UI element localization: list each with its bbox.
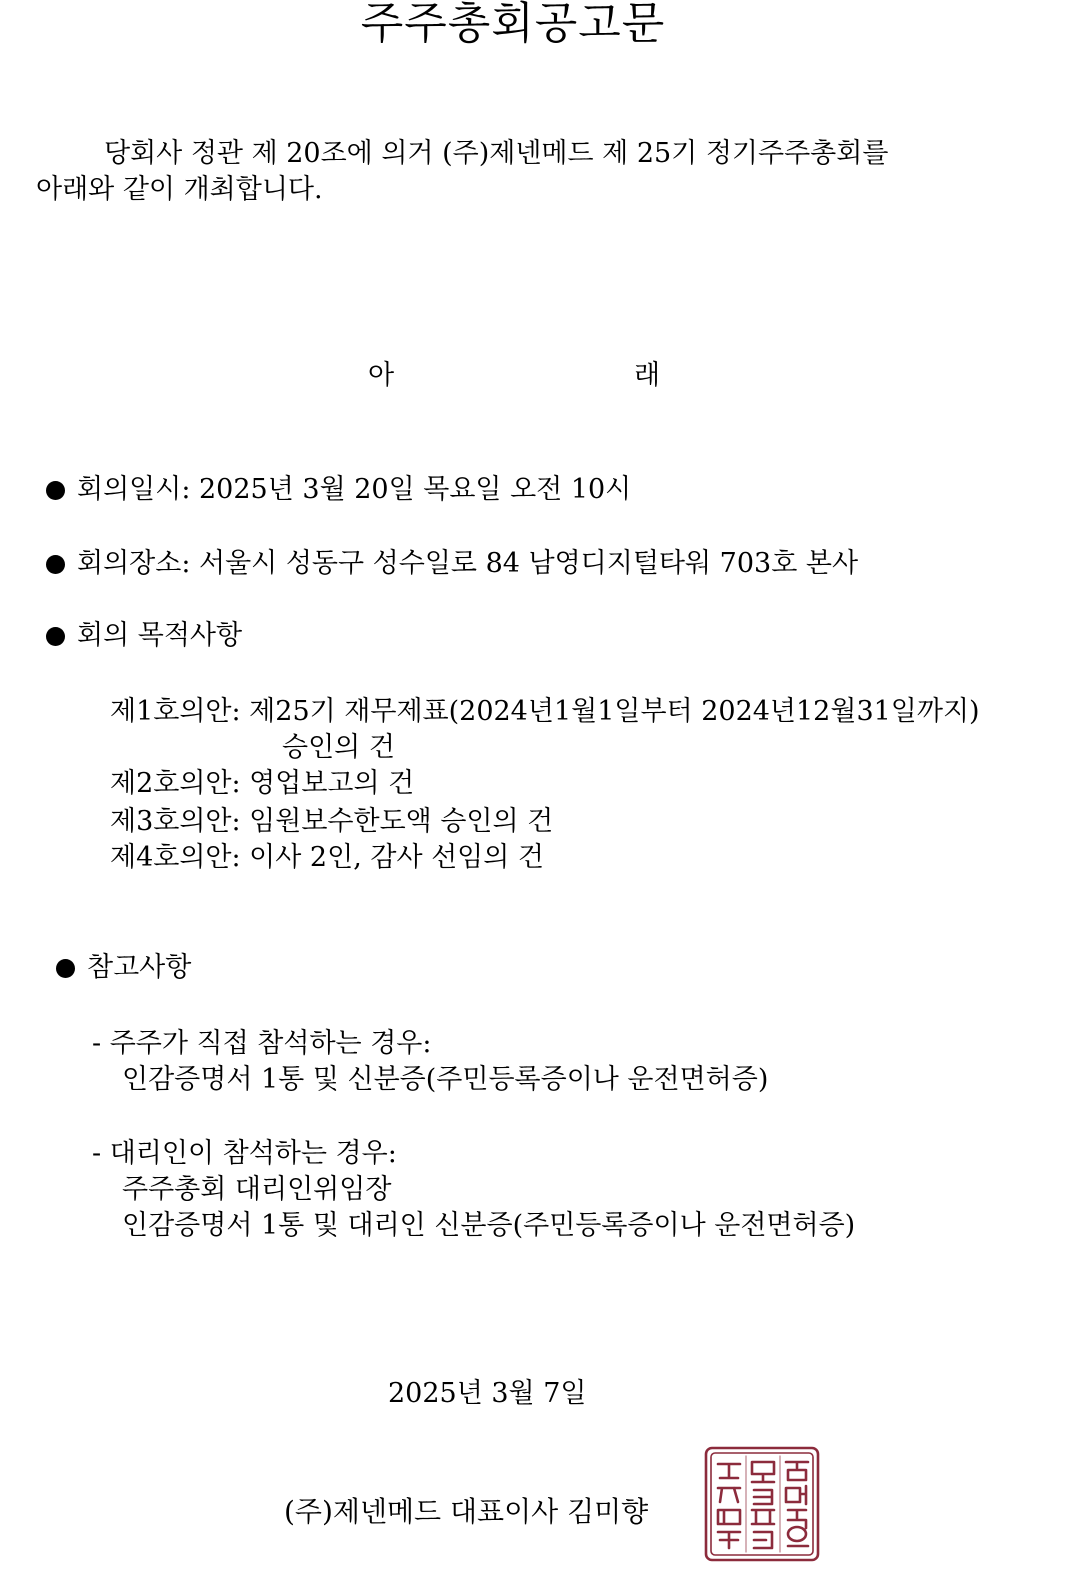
meeting-place: 회의장소: 서울시 성동구 성수일로 84 남영디지털타워 703호 본사	[77, 548, 859, 579]
notes-proxy-line-1: 주주총회 대리인위임장	[122, 1174, 392, 1205]
agenda-item-4: 제4호의안: 이사 2인, 감사 선임의 건	[110, 842, 545, 873]
bullet-icon	[46, 481, 65, 500]
meeting-place-row	[46, 546, 858, 582]
agenda-item-1: 제1호의안: 제25기 재무제표(2024년1월1일부터 2024년12월31일까지)	[110, 696, 980, 727]
bullet-icon	[46, 555, 65, 574]
bullet-icon	[56, 959, 75, 978]
agenda-item-2: 제2호의안: 영업보고의 건	[110, 768, 415, 799]
meeting-datetime-row	[46, 472, 631, 508]
agenda-heading: 회의 목적사항	[77, 620, 243, 651]
meeting-datetime: 회의일시: 2025년 3월 20일 목요일 오전 10시	[77, 474, 632, 505]
agenda-item-1-cont: 승인의 건	[282, 732, 395, 763]
company-seal-icon	[702, 1444, 822, 1564]
notes-direct-title: - 주주가 직접 참석하는 경우:	[92, 1028, 432, 1059]
page-title: 주주총회공고문	[360, 0, 666, 49]
notes-proxy-title: - 대리인이 참석하는 경우:	[92, 1138, 397, 1169]
intro-line-1: 당회사 정관 제 20조에 의거 (주)제넨메드 제 25기 정기주주총회를	[104, 138, 889, 169]
notes-direct-line-1: 인감증명서 1통 및 신분증(주민등록증이나 운전면허증)	[122, 1064, 769, 1095]
notes-proxy-line-2: 인감증명서 1통 및 대리인 신분증(주민등록증이나 운전면허증)	[122, 1210, 856, 1241]
document-date: 2025년 3월 7일	[388, 1378, 587, 1409]
bullet-icon	[46, 627, 65, 646]
section-heading-right: 래	[634, 360, 661, 391]
notes-heading: 참고사항	[87, 952, 192, 983]
section-heading-left: 아	[368, 360, 395, 391]
intro-line-2: 아래와 같이 개최합니다.	[36, 174, 323, 205]
signature-line: (주)제넨메드 대표이사 김미향	[284, 1495, 649, 1528]
agenda-heading-row	[46, 618, 242, 654]
agenda-item-3: 제3호의안: 임원보수한도액 승인의 건	[110, 806, 554, 837]
notes-heading-row	[56, 950, 191, 986]
